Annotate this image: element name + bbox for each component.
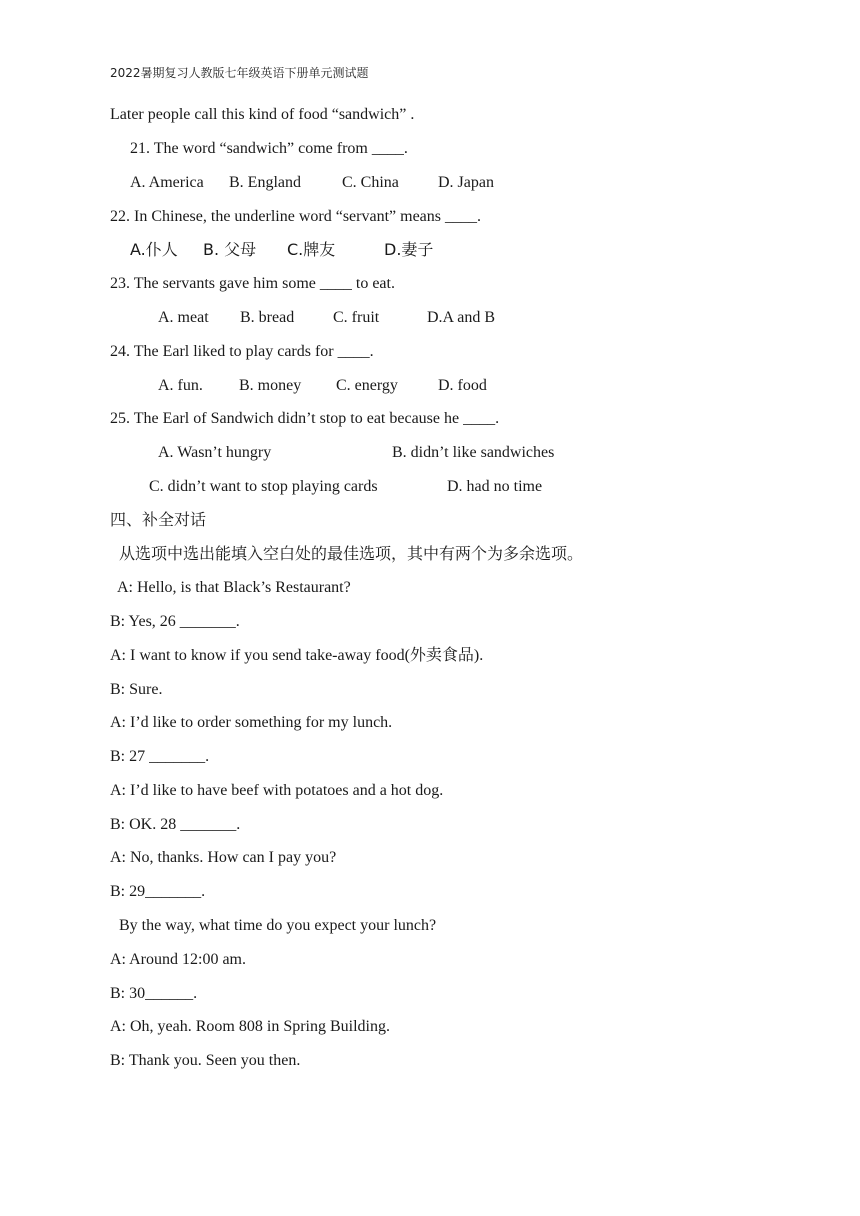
question-21-option-c: C. China <box>342 174 399 191</box>
dialogue-line-4: B: Sure. <box>110 681 163 698</box>
question-24-option-a: A. fun. <box>158 377 203 394</box>
question-21-option-a: A. America <box>130 174 204 191</box>
question-25-option-d: D. had no time <box>447 478 543 495</box>
section-4-title: 四、补全对话 <box>110 510 207 529</box>
question-23-option-c: C. fruit <box>333 309 380 326</box>
dialogue-line-12: A: Around 12:00 am. <box>110 951 246 968</box>
dialogue-line-1: A: Hello, is that Black’s Restaurant? <box>117 579 351 596</box>
dialogue-line-11: By the way, what time do you expect your lunch? <box>119 917 437 934</box>
question-22-option-d: D.妻子 <box>384 240 434 259</box>
dialogue-line-10: B: 29_______. <box>110 883 206 900</box>
question-23-option-a: A. meat <box>158 309 209 326</box>
question-21-option-b: B. England <box>229 174 301 191</box>
dialogue-line-5: A: I’d like to order something for my lunch. <box>110 714 393 731</box>
question-25-stem: 25. The Earl of Sandwich didn’t stop to eat because he ____. <box>110 410 500 427</box>
question-23-option-b: B. bread <box>240 309 295 326</box>
page-header: 2022暑期复习人教版七年级英语下册单元测试题 <box>110 66 369 80</box>
passage-last-line: Later people call this kind of food “sandwich” . <box>110 106 415 123</box>
dialogue-line-6: B: 27 _______. <box>110 748 210 765</box>
dialogue-line-13: B: 30______. <box>110 985 198 1002</box>
dialogue-line-15: B: Thank you. Seen you then. <box>110 1052 301 1069</box>
question-22-stem: 22. In Chinese, the underline word “servant” means ____. <box>110 208 482 225</box>
dialogue-line-3: A: I want to know if you send take-away food(外卖食品). <box>110 647 484 664</box>
question-24-option-d: D. food <box>438 377 487 394</box>
question-21-option-d: D. Japan <box>438 174 494 191</box>
question-21-stem: 21. The word “sandwich” come from ____. <box>130 140 408 157</box>
question-23-option-d: D.A and B <box>427 309 495 326</box>
question-25-option-b: B. didn’t like sandwiches <box>392 444 555 461</box>
dialogue-line-14: A: Oh, yeah. Room 808 in Spring Building. <box>110 1018 390 1035</box>
question-23-stem: 23. The servants gave him some ____ to eat. <box>110 275 395 292</box>
question-24-option-b: B. money <box>239 377 302 394</box>
section-4-instruction: 从选项中选出能填入空白处的最佳选项，其中有两个为多余选项。 <box>119 544 584 563</box>
question-22-option-c: C.牌友 <box>287 240 336 259</box>
question-22-option-a: A.仆人 <box>130 240 178 259</box>
question-22-option-b: B. 父母 <box>203 240 257 259</box>
dialogue-line-7: A: I’d like to have beef with potatoes and a hot dog. <box>110 782 444 799</box>
dialogue-line-2: B: Yes, 26 _______. <box>110 613 240 630</box>
question-24-stem: 24. The Earl liked to play cards for ____. <box>110 343 374 360</box>
dialogue-line-8: B: OK. 28 _______. <box>110 816 241 833</box>
question-25-option-c: C. didn’t want to stop playing cards <box>149 478 378 495</box>
question-25-option-a: A. Wasn’t hungry <box>158 444 272 461</box>
dialogue-line-9: A: No, thanks. How can I pay you? <box>110 849 337 866</box>
question-24-option-c: C. energy <box>336 377 398 394</box>
